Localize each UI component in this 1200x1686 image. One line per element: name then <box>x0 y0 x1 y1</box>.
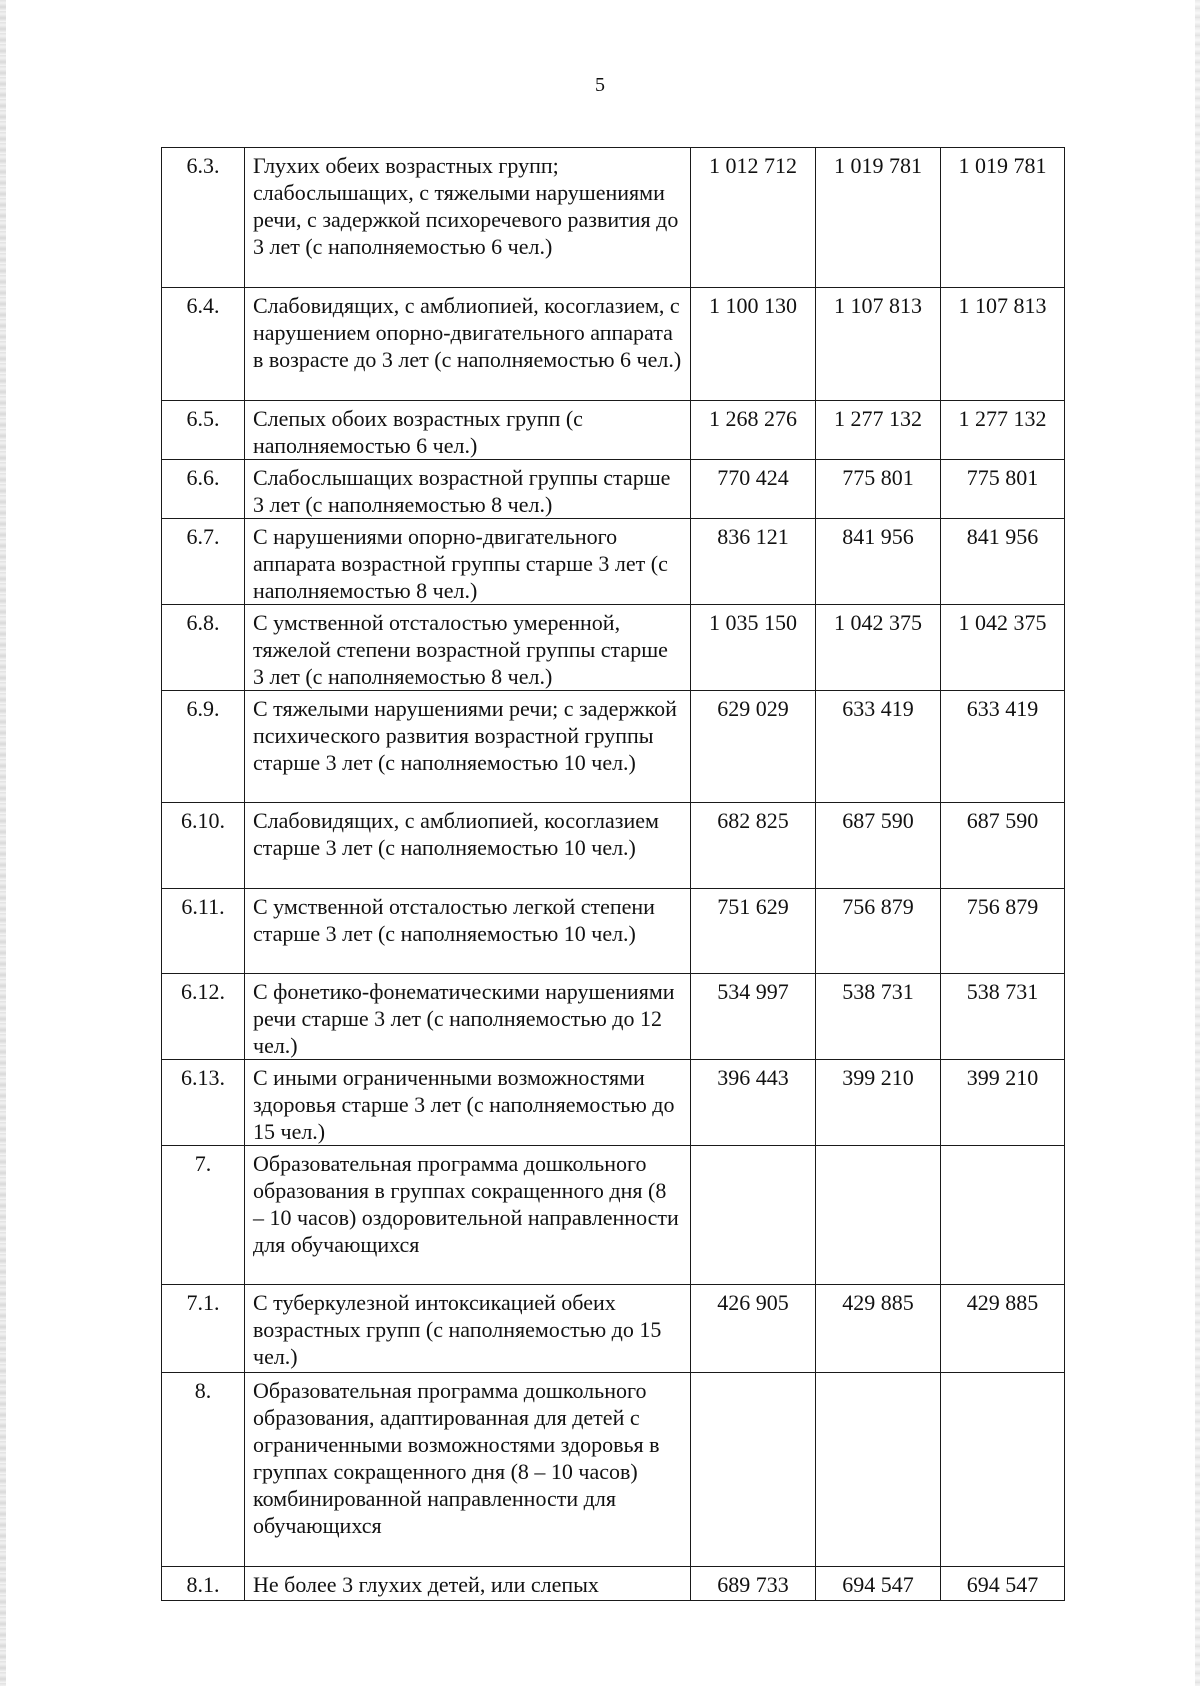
value-col-3: 633 419 <box>941 691 1065 803</box>
value-col-2: 756 879 <box>816 889 941 974</box>
value-col-3: 1 019 781 <box>941 148 1065 288</box>
scan-edge-left <box>0 0 6 1686</box>
value-col-2: 1 042 375 <box>816 605 941 691</box>
value-col-2 <box>816 1146 941 1285</box>
value-col-1: 1 100 130 <box>691 288 816 401</box>
row-number: 6.9. <box>162 691 245 803</box>
row-description: С фонетико-фонематическими нарушениями речи старше 3 лет (с наполняемостью до 12 чел.) <box>245 974 691 1060</box>
table-row <box>162 148 1065 288</box>
row-number: 8.1. <box>162 1567 245 1601</box>
table-row <box>162 803 1065 889</box>
value-col-2: 775 801 <box>816 460 941 519</box>
value-col-3 <box>941 1146 1065 1285</box>
table-row <box>162 691 1065 803</box>
row-number: 6.5. <box>162 401 245 460</box>
value-col-1: 426 905 <box>691 1285 816 1373</box>
value-col-1 <box>691 1373 816 1567</box>
row-description: Глухих обеих возрастных групп; слабослышащих, с тяжелыми нарушениями речи, с задержкой психоречевого развития до 3 лет (с наполняемостью 6 чел.) <box>245 148 691 288</box>
row-number: 6.13. <box>162 1060 245 1146</box>
value-col-1 <box>691 1146 816 1285</box>
row-description: Слабовидящих, с амблиопией, косоглазием старше 3 лет (с наполняемостью 10 чел.) <box>245 803 691 889</box>
row-number: 6.7. <box>162 519 245 605</box>
row-number: 6.8. <box>162 605 245 691</box>
row-description: С иными ограниченными возможностями здоровья старше 3 лет (с наполняемостью до 15 чел.) <box>245 1060 691 1146</box>
row-number: 6.3. <box>162 148 245 288</box>
row-number: 7.1. <box>162 1285 245 1373</box>
value-col-2: 633 419 <box>816 691 941 803</box>
row-description: Образовательная программа дошкольного образования в группах сокращенного дня (8 – 10 часов) оздоровительной направленности для обучающихся <box>245 1146 691 1285</box>
row-description: С туберкулезной интоксикацией обеих возрастных групп (с наполняемостью до 15 чел.) <box>245 1285 691 1373</box>
row-description: С умственной отсталостью умеренной, тяжелой степени возрастной группы старше 3 лет (с наполняемостью 8 чел.) <box>245 605 691 691</box>
value-col-2: 399 210 <box>816 1060 941 1146</box>
value-col-3: 1 107 813 <box>941 288 1065 401</box>
row-description: Не более 3 глухих детей, или слепых <box>245 1567 691 1601</box>
row-number: 6.6. <box>162 460 245 519</box>
row-description: Образовательная программа дошкольного образования, адаптированная для детей с ограниченными возможностями здоровья в группах сокращенного дня (8 – 10 часов) комбинированной направленности для обучающихся <box>245 1373 691 1567</box>
row-description: С нарушениями опорно-двигательного аппарата возрастной группы старше 3 лет (с наполняемостью 8 чел.) <box>245 519 691 605</box>
value-col-1: 534 997 <box>691 974 816 1060</box>
value-col-3: 841 956 <box>941 519 1065 605</box>
value-col-2: 429 885 <box>816 1285 941 1373</box>
value-col-2: 687 590 <box>816 803 941 889</box>
row-number: 6.10. <box>162 803 245 889</box>
table-row <box>162 889 1065 974</box>
table-row <box>162 605 1065 691</box>
value-col-3 <box>941 1373 1065 1567</box>
value-col-2: 1 019 781 <box>816 148 941 288</box>
value-col-2: 1 277 132 <box>816 401 941 460</box>
table-row <box>162 1567 1065 1601</box>
value-col-3: 538 731 <box>941 974 1065 1060</box>
value-col-1: 689 733 <box>691 1567 816 1601</box>
value-col-1: 396 443 <box>691 1060 816 1146</box>
row-number: 6.4. <box>162 288 245 401</box>
table-row <box>162 401 1065 460</box>
value-col-2 <box>816 1373 941 1567</box>
table-row <box>162 1146 1065 1285</box>
value-col-3: 399 210 <box>941 1060 1065 1146</box>
value-col-1: 1 268 276 <box>691 401 816 460</box>
row-number: 8. <box>162 1373 245 1567</box>
scan-edge-right <box>1195 0 1200 1686</box>
value-col-3: 1 042 375 <box>941 605 1065 691</box>
value-col-1: 682 825 <box>691 803 816 889</box>
row-description: Слепых обоих возрастных групп (с наполняемостью 6 чел.) <box>245 401 691 460</box>
value-col-2: 538 731 <box>816 974 941 1060</box>
table-row <box>162 1285 1065 1373</box>
table-row <box>162 460 1065 519</box>
value-col-3: 1 277 132 <box>941 401 1065 460</box>
row-number: 6.11. <box>162 889 245 974</box>
value-col-2: 841 956 <box>816 519 941 605</box>
row-number: 7. <box>162 1146 245 1285</box>
value-col-3: 756 879 <box>941 889 1065 974</box>
table-row <box>162 288 1065 401</box>
row-description: С умственной отсталостью легкой степени старше 3 лет (с наполняемостью 10 чел.) <box>245 889 691 974</box>
table-row <box>162 1060 1065 1146</box>
page-number: 5 <box>595 74 605 96</box>
row-description: С тяжелыми нарушениями речи; с задержкой психического развития возрастной группы старше 3 лет (с наполняемостью 10 чел.) <box>245 691 691 803</box>
row-description: Слабослышащих возрастной группы старше 3 лет (с наполняемостью 8 чел.) <box>245 460 691 519</box>
table-row <box>162 519 1065 605</box>
tariff-table <box>161 147 1065 1601</box>
value-col-2: 1 107 813 <box>816 288 941 401</box>
row-number: 6.12. <box>162 974 245 1060</box>
value-col-3: 694 547 <box>941 1567 1065 1601</box>
value-col-1: 770 424 <box>691 460 816 519</box>
value-col-1: 836 121 <box>691 519 816 605</box>
value-col-2: 694 547 <box>816 1567 941 1601</box>
table-row <box>162 1373 1065 1567</box>
value-col-1: 1 012 712 <box>691 148 816 288</box>
table-row <box>162 974 1065 1060</box>
row-description: Слабовидящих, с амблиопией, косоглазием, с нарушением опорно-двигательного аппарата в возрасте до 3 лет (с наполняемостью 6 чел.) <box>245 288 691 401</box>
value-col-3: 687 590 <box>941 803 1065 889</box>
value-col-3: 775 801 <box>941 460 1065 519</box>
value-col-1: 629 029 <box>691 691 816 803</box>
value-col-1: 751 629 <box>691 889 816 974</box>
value-col-3: 429 885 <box>941 1285 1065 1373</box>
value-col-1: 1 035 150 <box>691 605 816 691</box>
